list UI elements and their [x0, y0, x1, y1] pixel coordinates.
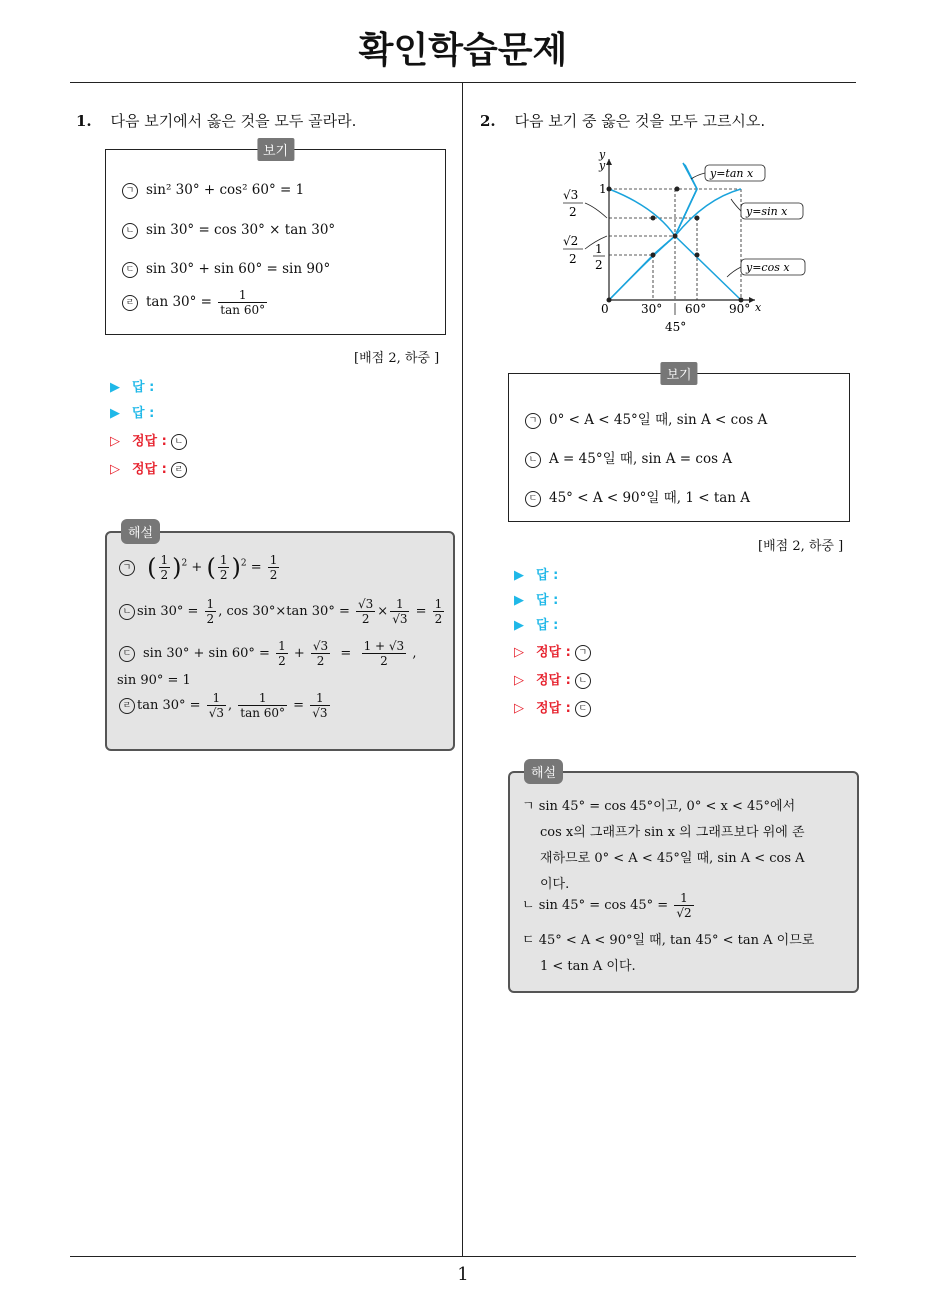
y-axis-label-2: y [599, 159, 606, 172]
question-text: 다음 보기 중 옳은 것을 모두 고르시오. [514, 112, 766, 130]
play-icon: ▶ [514, 568, 524, 583]
y-axis-label: y [599, 148, 606, 161]
play-icon: ▶ [514, 618, 524, 633]
q2-score: [배점 2, 하중 ] [758, 539, 844, 554]
x-tick-45: 45° [665, 320, 687, 334]
y-axis-arrow [606, 159, 612, 165]
tan-curve-a [609, 165, 697, 300]
column-divider [462, 83, 463, 1257]
q1-answer-1: ▶ 답 : [110, 380, 155, 395]
q1-solution-line-3b: sin 90° = 1 [117, 673, 191, 688]
points [607, 187, 744, 303]
q1-item-2: ㄴ sin 30° = cos 30° × tan 30° [122, 222, 335, 239]
q1-solution-box [105, 526, 455, 751]
q2-answer-3: ▶ 답 : [514, 618, 559, 633]
q2-solution-line-5: ㄴ sin 45° = cos 45° = $\frac{1}{√2}$ [522, 891, 692, 920]
q1-example-box [105, 144, 446, 335]
question-number: 1. [76, 112, 92, 130]
q1-solution-line-3: ㄷ sin 30° + sin 60° = $\frac{1}{2}$ + $\frac{√3}{2}$ = $\frac{1 + √3}{2}$ , [119, 639, 416, 668]
q2-solution-box [508, 766, 859, 993]
q1-correct-2: ▷ 정답 : ㄹ [110, 458, 195, 478]
example-tag: 보기 [257, 138, 294, 161]
triangle-outline-icon: ▷ [514, 645, 524, 660]
y-frac2-num: √2 [563, 234, 579, 248]
circle-mark: ㄱ [525, 413, 541, 429]
bottom-rule [70, 1256, 856, 1257]
q1-solution-line-1: ㄱ ( $\frac{1}{2}$ )$^2$ + ( $\frac{1}{2}$ )$^2$ = $\frac{1}{2}$ [119, 553, 281, 582]
q1-item-4: ㄹ tan 30° = $\frac{1}{\tan 60^\circ}$ [122, 288, 269, 317]
play-icon: ▶ [110, 380, 120, 395]
circle-mark: ㄹ [122, 295, 138, 311]
q2-solution-line-7: 1 < tan A 이다. [540, 959, 636, 974]
page-title: 확인학습문제 [358, 30, 568, 71]
triangle-outline-icon: ▷ [514, 701, 524, 716]
x-tick-60: 60° [685, 302, 707, 316]
question-number: 2. [480, 112, 496, 130]
label-cos: y=cos x [746, 261, 790, 274]
q2-solution-line-3: 재하므로 0° < A < 45°일 때, sin A < cos A [540, 851, 805, 866]
y-frac3-num: 1 [595, 242, 603, 256]
q1-correct-1: ▷ 정답 : ㄴ [110, 430, 195, 450]
q2-item-3: ㄷ 45° < A < 90°일 때, 1 < tan A [525, 486, 750, 507]
x-axis-label: x [755, 301, 762, 314]
page-number: 1 [457, 1264, 469, 1285]
example-tag: 보기 [660, 362, 697, 385]
triangle-outline-icon: ▷ [110, 462, 120, 477]
circle-mark: ㄷ [122, 262, 138, 278]
q2-answer-2: ▶ 답 : [514, 593, 559, 608]
tan-curve [675, 163, 697, 236]
q1-item-1: ㄱ sin² 30° + cos² 60° = 1 [122, 182, 304, 199]
trig-graph [555, 145, 815, 345]
q1-score: [배점 2, 하중 ] [354, 351, 440, 366]
label-sin: y=sin x [746, 205, 788, 218]
q2-solution-line-1: ㄱ sin 45° = cos 45°이고, 0° < x < 45°에서 [522, 799, 796, 814]
q2-correct-1: ▷ 정답 : ㄱ [514, 641, 599, 661]
play-icon: ▶ [514, 593, 524, 608]
q2-answer-1: ▶ 답 : [514, 568, 559, 583]
triangle-outline-icon: ▷ [514, 673, 524, 688]
question-1 [76, 110, 356, 131]
q2-correct-3: ▷ 정답 : ㄷ [514, 697, 599, 717]
circle-mark: ㄱ [122, 183, 138, 199]
x-tick-30: 30° [641, 302, 663, 316]
play-icon: ▶ [110, 406, 120, 421]
triangle-outline-icon: ▷ [110, 434, 120, 449]
x-tick-90: 90° [729, 302, 751, 316]
q1-solution-line-4: ㄹ tan 30° = $\frac{1}{√3}$ , $\frac{1}{\tan 60^\circ}$ = $\frac{1}{√3}$ [119, 691, 332, 720]
fraction: $\frac{1}{\tan 60^\circ}$ [220, 288, 266, 317]
label-tan: y=tan x [710, 167, 754, 180]
q2-solution-line-2: cos x의 그래프가 sin x 의 그래프보다 위에 존 [540, 825, 805, 840]
solution-tag: 해설 [524, 759, 563, 784]
top-rule [70, 82, 856, 83]
q2-item-1: ㄱ 0° < A < 45°일 때, sin A < cos A [525, 408, 767, 429]
origin-label: 0 [601, 302, 609, 316]
y-tick-1: 1 [599, 182, 607, 196]
question-text: 다음 보기에서 옳은 것을 모두 골라라. [110, 112, 357, 130]
q2-solution-line-4: 이다. [540, 877, 570, 892]
y-frac3-den: 2 [595, 258, 603, 272]
q2-solution-line-6: ㄷ 45° < A < 90°일 때, tan 45° < tan A 이므로 [522, 933, 815, 948]
q2-item-2: ㄴ A = 45°일 때, sin A = cos A [525, 447, 732, 468]
y-frac1-num: √3 [563, 188, 579, 202]
guide-lines [609, 189, 741, 300]
q1-item-3: ㄷ sin 30° + sin 60° = sin 90° [122, 261, 330, 278]
q2-correct-2: ▷ 정답 : ㄴ [514, 669, 599, 689]
q1-answer-2: ▶ 답 : [110, 406, 155, 421]
y-frac2-den: 2 [569, 252, 577, 266]
y-frac1-den: 2 [569, 205, 577, 219]
curves [609, 165, 741, 300]
circle-mark: ㄴ [525, 452, 541, 468]
q1-solution-line-2: ㄴ sin 30° = $\frac{1}{2}$ , cos 30°×tan 30° = $\frac{√3}{2}$ × $\frac{1}{√3}$ = $\frac{1}{2}$ [119, 597, 446, 626]
circle-mark: ㄴ [122, 223, 138, 239]
circle-mark: ㄷ [525, 491, 541, 507]
question-2 [480, 110, 765, 131]
q2-example-box [508, 368, 850, 522]
solution-tag: 해설 [121, 519, 160, 544]
